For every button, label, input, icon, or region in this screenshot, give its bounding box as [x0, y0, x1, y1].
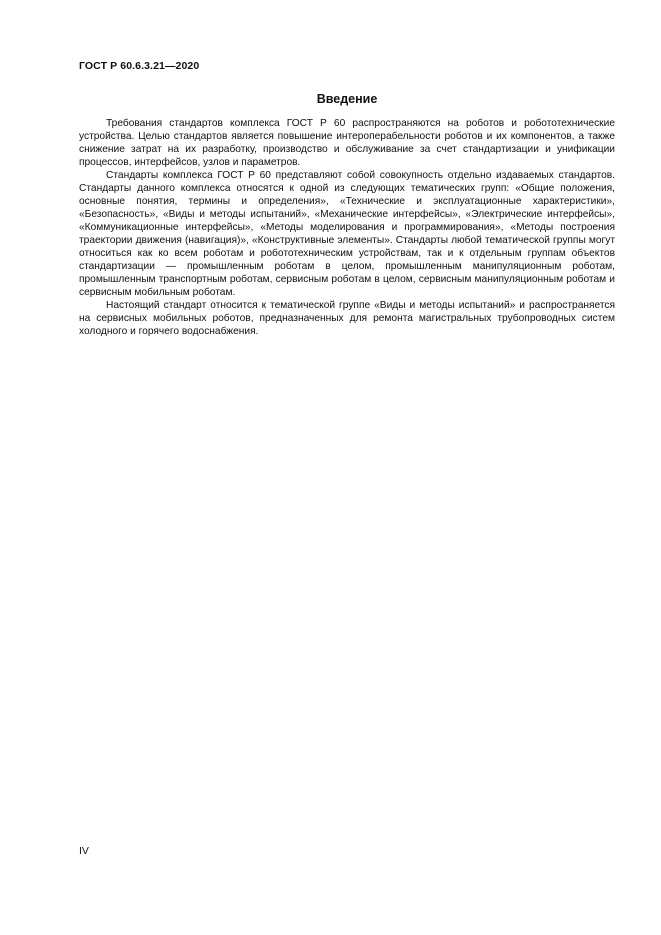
paragraph-scope: Настоящий стандарт относится к тематической группе «Виды и методы испытаний» и распространяется на сервисных мобильных роботов, предназначенных для ремонта магистральных трубопроводных систем холодного и горячего водоснабжения. — [79, 300, 615, 337]
paragraph-requirements: Требования стандартов комплекса ГОСТ Р 60 распространяются на роботов и робототехнические устройства. Целью стандартов является повышение интероперабельности роботов и их компонентов, а также снижение затрат на их разработку, производство и обслуживание за счет стандартизации и унификации процессов, интерфейсов, узлов и параметров. — [79, 118, 615, 168]
page-number: IV — [79, 845, 89, 857]
section-title: Введение — [316, 92, 378, 106]
paragraph-thematic-groups: Стандарты комплекса ГОСТ Р 60 представляют собой совокупность отдельно издаваемых стандартов. Стандарты данного комплекса относятся к одной из следующих тематических групп: «Общие положения, основные понятия, термины и определения», «Технические и эксплуатационные характеристики», «Безопасность», «Виды и методы испытаний», «Механические интерфейсы», «Электрические интерфейсы», «Коммуникационные интерфейсы», «Методы моделирования и программирования», «Методы построения траектории движения (навигация)», «Конструктивные элементы». Стандарты любой тематической группы могут относиться как ко всем роботам и робототехническим устройствам, так и к отдельным группам объектов стандартизации — промышленным роботам в целом, промышленным манипуляционным роботам, промышленным транспортным роботам, сервисным роботам в целом, сервисным манипуляционным роботам и сервисным мобильным роботам. — [79, 170, 615, 298]
introduction-body — [79, 117, 615, 338]
document-code-header: ГОСТ Р 60.6.3.21—2020 — [79, 60, 200, 72]
